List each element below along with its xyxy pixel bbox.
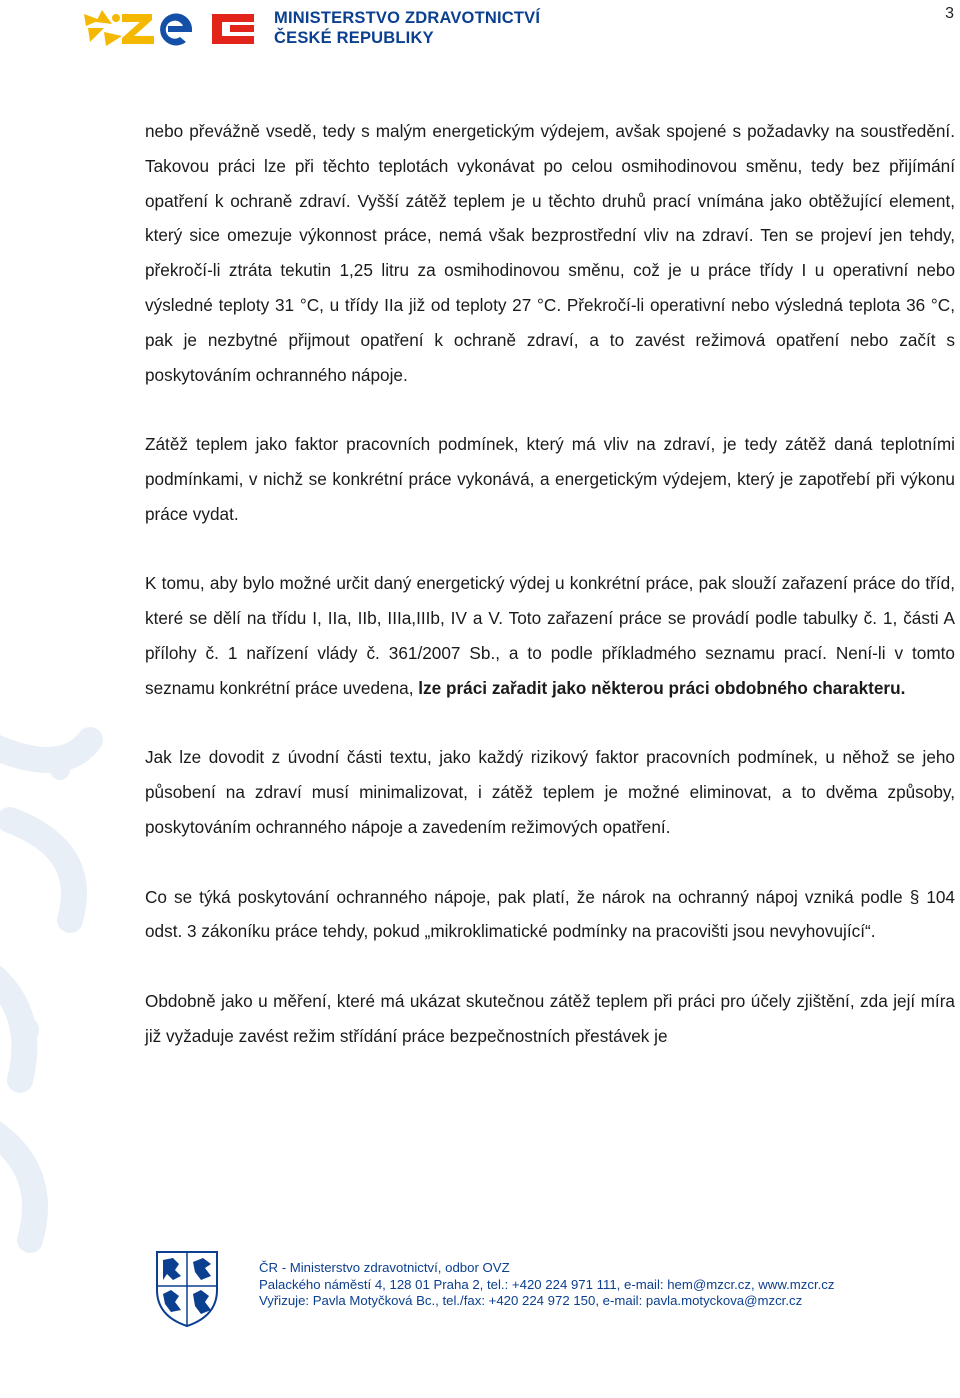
paragraph-3-text: K tomu, aby bylo možné určit daný energetický výdej u konkrétní práce, pak slouží zařazení práce do tříd, které se dělí na třídu I, IIa, IIb, IIIa,IIIb, IV a V. Toto zařazení práce se provádí podle tabulky č. 1, části A přílohy č. 1 nařízení vlády č. 361/2007 Sb., a to podle příkladmého seznamu prací. Není-li v tomto seznamu konkrétní práce uvedena, bbox=[145, 573, 955, 698]
paragraph-1: nebo převážně vsedě, tedy s malým energetickým výdejem, avšak spojené s požadavky na soustředění. Takovou práci lze při těchto teplotách vykonávat po celou osmihodinovou směnu, tedy bez přijímání opatření k ochraně zdraví. Vyšší zátěž teplem je u těchto druhů prací vnímána jako obtěžující element, který sice omezuje výkonnost práce, nemá však bezprostřední vliv na zdraví. Ten se projeví jen tehdy, překročí-li ztráta tekutin 1,25 litru za osmihodinovou směnu, což je u práce třídy I u operativní nebo výsledné teploty 31 °C, u třídy IIa již od teploty 27 °C. Překročí-li operativní nebo výsledná teplota 36 °C, pak je nezbytné přijmout opatření k ochraně zdraví, a to zavést režimová opatření nebo začít s poskytováním ochranného nápoje. bbox=[145, 121, 955, 385]
paragraph-4: Jak lze dovodit z úvodní části textu, jako každý rizikový faktor pracovních podmínek, u něhož se jeho působení na zdraví musí minimalizovat, i zátěž teplem je možné eliminovat, a to dvěma způsoby, poskytováním ochranného nápoje a zavedením režimových opatření. bbox=[145, 747, 955, 837]
footer bbox=[155, 1250, 945, 1340]
sun-watermark-icon bbox=[0, 700, 130, 1260]
footer-line-3: Vyřizuje: Pavla Motyčková Bc., tel./fax: +420 224 972 150, e-mail: pavla.motyckova@mzcr.cz bbox=[259, 1293, 803, 1308]
footer-line-1: ČR - Ministerstvo zdravotnictví, odbor OVZ bbox=[259, 1260, 510, 1275]
state-coat-of-arms-icon bbox=[155, 1250, 219, 1328]
ministry-name bbox=[274, 8, 540, 48]
footer-line-2: Palackého náměstí 4, 128 01 Praha 2, tel.: +420 224 971 111, e-mail: hem@mzcr.cz, www.mzcr.cz bbox=[259, 1276, 835, 1292]
paragraph-3-bold-text: lze práci zařadit jako některou práci obdobného charakteru. bbox=[418, 677, 906, 698]
page-number: 3 bbox=[945, 5, 954, 22]
ministry-name-line1: MINISTERSTVO ZDRAVOTNICTVÍ bbox=[274, 9, 541, 27]
document-body bbox=[145, 114, 955, 1088]
paragraph-5: Co se týká poskytování ochranného nápoje, pak platí, že nárok na ochranný nápoj vzniká podle § 104 odst. 3 zákoníku práce tehdy, pokud „mikroklimatické podmínky na pracovišti jsou nevyhovující“. bbox=[145, 886, 955, 942]
paragraph-3 bbox=[145, 566, 955, 705]
header bbox=[82, 4, 540, 52]
paragraph-6: Obdobně jako u měření, které má ukázat skutečnou zátěž teplem při práci pro účely zjištění, zda její míra již vyžaduje zavést režim střídání práce bezpečnostních přestávek je bbox=[145, 990, 955, 1046]
footer-contact bbox=[259, 1260, 834, 1310]
ministry-name-line2: ČESKÉ REPUBLIKY bbox=[274, 29, 434, 47]
mzcr-logo-icon bbox=[82, 6, 262, 50]
paragraph-2: Zátěž teplem jako faktor pracovních podmínek, který má vliv na zdraví, je tedy zátěž daná teplotními podmínkami, v nichž se konkrétní práce vykonává, a energetickým výdejem, který je zapotřebí při výkonu práce vydat. bbox=[145, 434, 955, 524]
